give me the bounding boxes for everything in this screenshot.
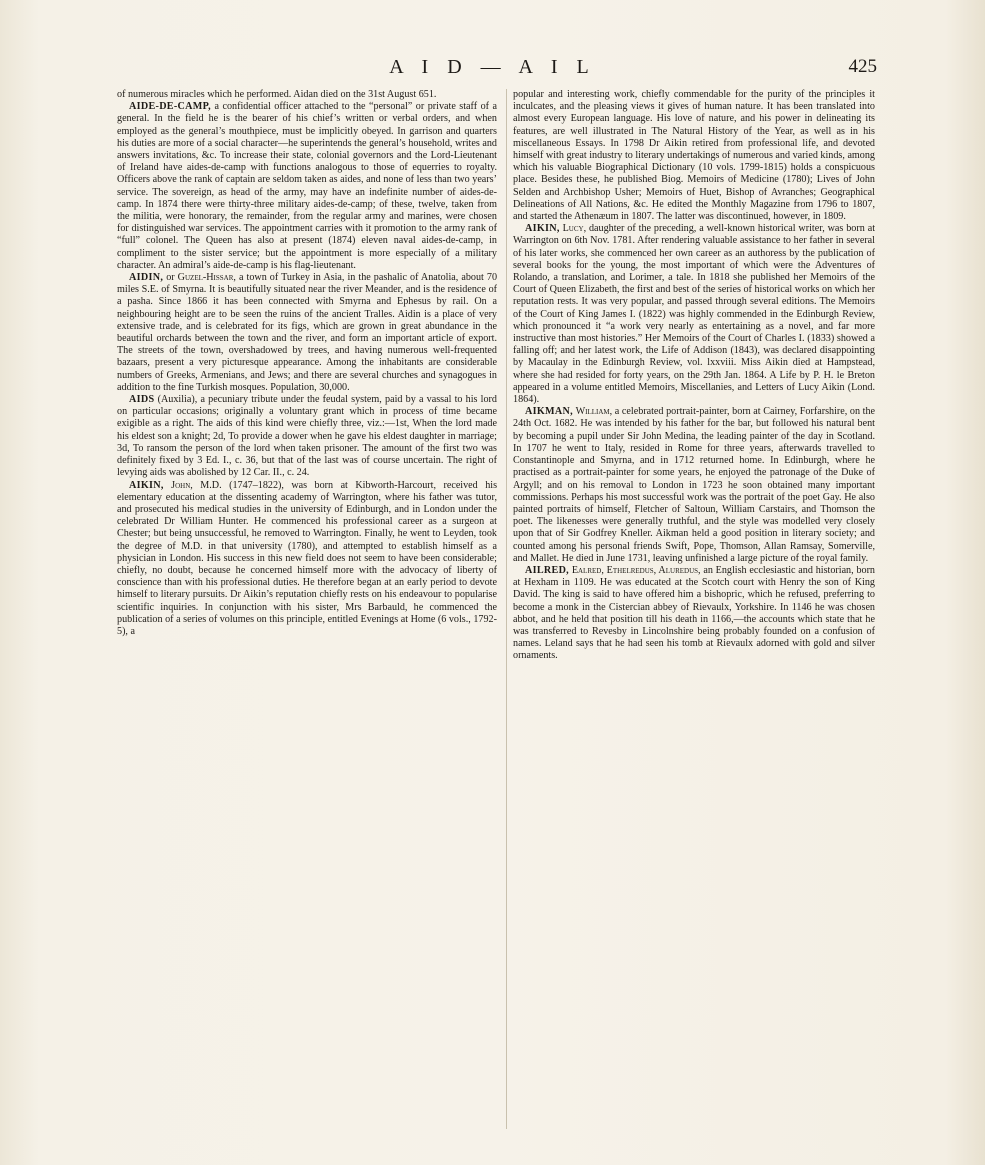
entry-text: (Auxilia), a pecuniary tribute under the feudal system, paid by a vassal to his lord on particular occasions; originally a voluntary grant which in process of time became exigible as a right. The aids of this kind were chiefly three, viz.:—1st, When the lord made his eldest son a knight; 2d, To provide a dower when he gave his eldest daughter in marriage; 3d, To ransom the person of the lord when taken prisoner. The amount of the first two was definitely fixed by 3 Ed. I., c. 36, but that of the last was of course uncertain. The right of levying aids was abolished by 12 Car. II., c. 24. [117,394,497,479]
running-head: A I D — A I L [389,56,596,78]
entry-ailred [513,565,875,663]
column-divider [506,89,507,1129]
given-name: John, [171,479,193,491]
entry-aikin-john [117,480,497,639]
headword: AILRED, [525,564,570,576]
alt-name: Guzel-Hissar, [177,272,236,284]
headword: AIKIN, [129,479,164,491]
entry-aide-de-camp [117,101,497,272]
entry-aikin-john-continuation [513,89,875,223]
entry-text: of numerous miracles which he performed. Aidan died on the 31st August 651. [117,89,437,100]
entry-text: or [163,272,178,284]
entry-text: a celebrated portrait-painter, born at Cairney, Forfarshire, on the 24th Oct. 1682. He was intended by his father for the bar, but followed his natural bent by becoming a pupil under Sir John Medina, the leading painter of the day in Scotland. In 1707 he went to Italy, resided in Rome for three years, afterwards travelled to Constantinople and Smyrna, and in 1712 returned home. In Edinburgh, where he practised as a portrait-painter for some years, he enjoyed the patronage of the Duke of Argyll; and on his removal to London in 1723 he soon obtained many important commissions. Perhaps his most successful work was the portrait of the poet Gay. He also painted portraits of himself, Fletcher of Saltoun, William Carstairs, and Thomson the poet. The likenesses were generally truthful, and the style was modelled very closely upon that of Sir Godfrey Kneller. Aikman held a good position in literary society; and counted among his personal friends Swift, Pope, Thomson, Allan Ramsay, Somerville, and Mallet. He died in June 1731, leaving unfinished a large picture of the royal family. [513,406,875,564]
given-name: Ealred, Ethelredus, Aluredus, [571,564,701,576]
headword: AIDE-DE-CAMP, [129,101,211,113]
page-header [0,56,985,86]
entry-aikin-lucy [513,223,875,406]
entry-text: a town of Turkey in Asia, in the pashalic of Anatolia, about 70 miles S.E. of Smyrna. It is beautifully situated near the river Meander, and is the residence of a pasha. Since 1866 it has been connected with Smyrna and Ephesus by rail. On a neighbouring height are to be seen the ruins of the ancient Tralles. Aidin is a place of very extensive trade, and is celebrated for its figs, which are grown in great abundance in the beautiful orchards between the town and the river, and form an important article of export. The streets of the town, overshadowed by trees, and having numerous well-frequented bazaars, present a very picturesque appearance. Among the inhabitants are considerable numbers of Greeks, Armenians, and Jews; and there are several churches and synagogues in addition to the fine Turkish mosques. Population, 30,000. [117,272,497,393]
right-column [513,89,875,1139]
given-name: William, [575,406,613,418]
entry-aidin [117,272,497,394]
given-name: Lucy, [562,223,587,235]
entry-text: popular and interesting work, chiefly commendable for the purity of the principles it inculcates, and the pleasing views it gives of human nature. It has been translated into almost every European language. His love of nature, and his power in delineating its features, are well illustrated in The Natural History of the Year, as well as in his miscellaneous Essays. In 1798 Dr Aikin retired from professional life, and devoted himself with great industry to literary undertakings of numerous and varied kinds, among which his valuable Biographical Dictionary (10 vols. 1799-1815) holds a conspicuous place. Besides these, he published Biog. Memoirs of Medicine (1780); Lives of John Selden and Archbishop Usher; Memoirs of Huet, Bishop of Avranches; Geographical Delineations of All Nations, &c. He edited the Monthly Magazine from 1796 to 1807, and started the Athenæum in 1807. The latter was discontinued, however, in 1809. [513,89,875,223]
headword: AIKMAN, [525,406,573,418]
entry-text: a confidential officer attached to the “personal” or private staff of a general. In the field he is the bearer of his chief’s written or verbal orders, and when employed as the general’s mouthpiece, must be implicitly obeyed. In garrison and quarters his duties are more of a social character—he superintends the general’s household, writes and answers invitations, &c. To increase their state, colonial governors and the Lord-Lieutenant of Ireland have aides-de-camp with functions analogous to those of equerries to royalty. Officers above the rank of captain are seldom taken as aides, and none of less than two years’ service. The sovereign, as head of the army, may have an indefinite number of aides-de-camp. In 1874 there were thirty-three military aides-de-camp; of these, twelve, taken from the militia, were honorary, the remainder, from the regular army and marines, were chosen for distinguished war services. The appointment carries with it promotion to the army rank of “full” colonel. The Queen has also at present (1874) eleven naval aides-de-camp, in compliment to the sister service; but the appointment is more especially of a military character. An admiral’s aide-de-camp is his flag-lieutenant. [117,101,497,271]
page-number: 425 [848,56,877,77]
headword: AIDS [129,394,155,406]
entry-aids [117,394,497,479]
entry-aidan-continuation [117,89,497,101]
entry-text: M.D. (1747–1822), was born at Kibworth-Harcourt, received his elementary education at the dissenting academy of Warrington, where his father was tutor, and prosecuted his medical studies in the university of Edinburgh, and in London under the celebrated Dr William Hunter. He commenced his professional career as a surgeon at Chester; but being unsuccessful, he removed to Warrington. Finally, he went to Leyden, took the degree of M.D. in that university (1780), and attempted to establish himself as a physician in London. His success in this new field does not seem to have been considerable; chiefly, no doubt, because he concerned himself more with the advocacy of liberty of conscience than with his professional duties. He therefore began at an early period to devote himself to literary pursuits. Dr Aikin’s reputation chiefly rests on his endeavour to popularise scientific inquiries. In conjunction with his sister, Mrs Barbauld, he commenced the publication of a series of volumes on this principle, entitled Evenings at Home (6 vols., 1792-5), a [117,479,497,637]
left-column [117,89,497,1139]
entry-text: an English ecclesiastic and historian, born at Hexham in 1109. He was educated at the Scotch court with Henry the son of King David. The king is said to have offered him a bishopric, which he refused, preferring to become a monk in the Cistercian abbey of Rievaulx, Yorkshire. In 1146 he was chosen abbot, and he held that position till his death in 1166,—the accounts which state that he was transferred to Revesby in Lincolnshire being probably founded on a confusion of names. Leland says that he had seen his tomb at Rievaulx adorned with gold and silver ornaments. [513,564,875,662]
headword: AIKIN, [525,223,560,235]
entry-text: daughter of the preceding, a well-known historical writer, was born at Warrington on 6th Nov. 1781. After rendering valuable assistance to her father in several of his later works, she commenced her own career as an authoress by the publication of several books for the young, the most important of which were the Adventures of Rolando, a translation, and Lorimer, a tale. In 1818 she published her Memoirs of the Court of Queen Elizabeth, the first and best of the series of historical works on which her reputation rests. It was very popular, and passed through several editions. The Memoirs of the Court of King James I. (1822) was highly commended in the Edinburgh Review, which pronounced it “a work very nearly as entertaining as a novel, and far more instructive than most histories.” Her Memoirs of the Court of Charles I. (1833) showed a falling off; and her latest work, the Life of Addison (1843), was declared disappointing by Macaulay in the Edinburgh Review, vol. lxxviii. Miss Aikin died at Hampstead, where she had resided for forty years, on the 29th Jan. 1864. A Life by P. H. le Breton appeared in a volume entitled Memoirs, Miscellanies, and Letters of Lucy Aikin (Lond. 1864). [513,223,875,406]
headword: AIDIN, [129,272,164,284]
entry-aikman [513,406,875,565]
